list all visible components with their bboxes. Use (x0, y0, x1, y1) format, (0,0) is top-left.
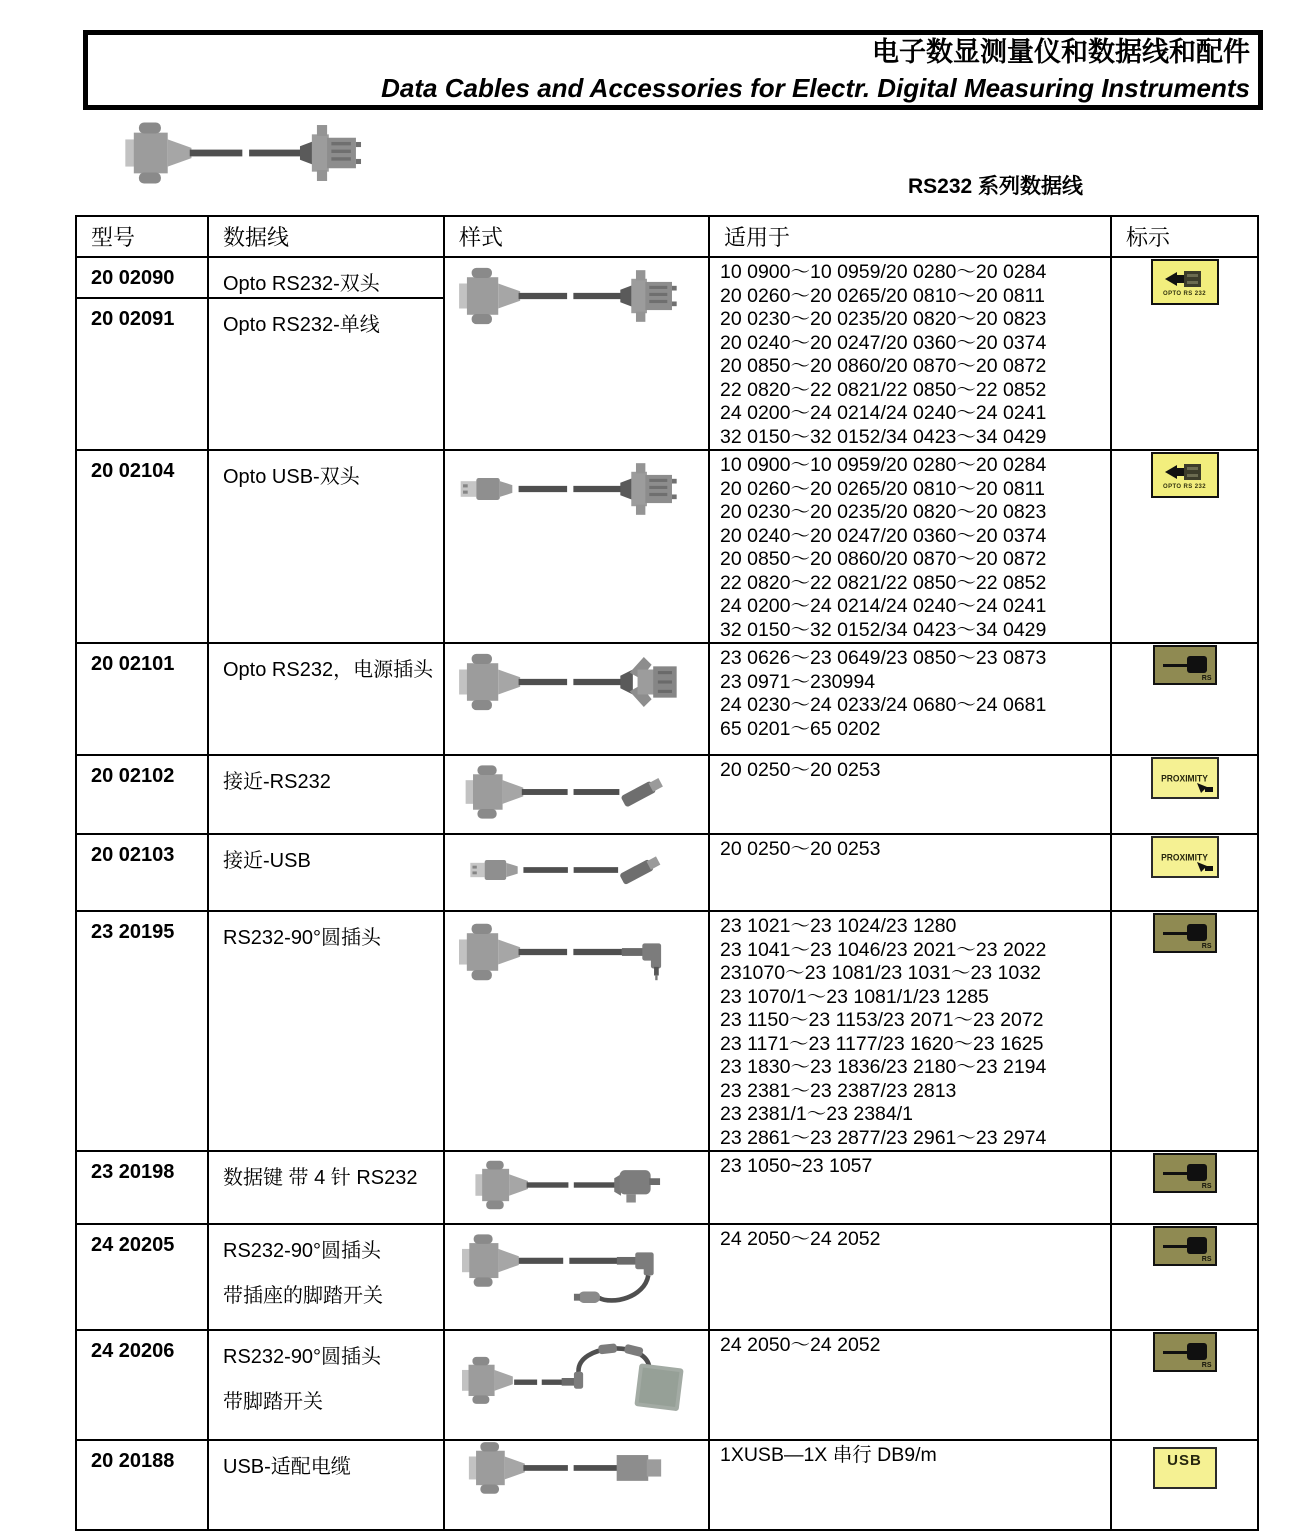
page-header (83, 30, 1263, 110)
style-cell (444, 1440, 709, 1530)
table-row-24-20205 (76, 1224, 1258, 1330)
style-cell (444, 1224, 709, 1330)
cable-rs232-90-icon (459, 914, 694, 990)
cable-proximity-usb-icon (464, 837, 689, 903)
model-cell: 23 20198 (76, 1151, 208, 1224)
model-cell: 20 02091 (76, 298, 208, 450)
proximity-badge-icon: PROXIMITY (1151, 836, 1219, 878)
applicable-cell: 23 1050~23 1057 (709, 1151, 1111, 1224)
cable-cell: USB-适配电缆 (208, 1440, 444, 1530)
cable-cell: 数据键 带 4 针 RS232 (208, 1151, 444, 1224)
cable-proximity-rs232-icon (464, 758, 689, 826)
opto-plug-glyph-icon (1163, 267, 1207, 291)
cable-cell: RS232-90°圆插头 带插座的脚踏开关 (208, 1224, 444, 1330)
opto-rs232-badge-icon: OPTO RS 232 (1151, 259, 1219, 305)
table-row-20-02090 (76, 257, 1258, 298)
model-cell: 20 20188 (76, 1440, 208, 1530)
opto-plug-glyph-icon (1163, 460, 1207, 484)
cable-cell: 接近-RS232 (208, 755, 444, 834)
table-row-20-02103 (76, 834, 1258, 911)
cable-cell: RS232-90°圆插头 带脚踏开关 (208, 1330, 444, 1440)
rs-badge-icon: RS (1153, 645, 1217, 685)
applicable-cell: 24 2050～24 2052 (709, 1224, 1111, 1330)
mark-cell (1111, 1440, 1258, 1530)
applicable-cell: 1XUSB—1X 串行 DB9/m (709, 1440, 1111, 1530)
model-cell: 24 20206 (76, 1330, 208, 1440)
opto-rs232-badge-icon: OPTO RS 232 (1151, 452, 1219, 498)
column-header-applicable: 适用于 (709, 216, 1111, 257)
cable-usb-adapter-icon (464, 1445, 689, 1511)
rs-badge-icon: RS (1153, 1153, 1217, 1193)
cable-cell: RS232-90°圆插头 (208, 911, 444, 1151)
table-row-23-20195 (76, 911, 1258, 1151)
style-cell (444, 911, 709, 1151)
style-cell (444, 1330, 709, 1440)
rs-badge-icon: RS (1153, 1332, 1217, 1372)
style-cell (444, 450, 709, 643)
applicable-cell: 23 1021～23 1024/23 1280 23 1041～23 1046/23 2021～23 2022 231070～23 1081/23 1031～23 1032 23 1070/1～23 1081/1/23 1285 23 1150～23 1153/23 2071～23 2072 23 1171～23 1177/23 1620～23 1625 23 1830～23 1836/23 2180～23 2194 23 2381～23 2387/23 2813 23 2381/1～23 2384/1 23 2861～23 2877/23 2961～23 2974 (709, 911, 1111, 1151)
cable-cell: Opto RS232-单线 (208, 298, 444, 450)
table-header-row (76, 216, 1258, 257)
cable-cell: Opto USB-双头 (208, 450, 444, 643)
mark-cell (1111, 1151, 1258, 1224)
mark-cell (1111, 834, 1258, 911)
style-cell (444, 755, 709, 834)
table-row-20-20188 (76, 1440, 1258, 1530)
style-cell (444, 643, 709, 755)
table-row-20-02101 (76, 643, 1258, 755)
table-row-24-20206 (76, 1330, 1258, 1440)
column-header-mark: 标示 (1111, 216, 1258, 257)
cable-data-key-icon (464, 1154, 689, 1216)
applicable-cell: 20 0250～20 0253 (709, 755, 1111, 834)
page-title-zh: 电子数显测量仪和数据线和配件 (872, 37, 1250, 67)
model-cell: 20 02090 (76, 257, 208, 298)
rs-badge-icon: RS (1153, 913, 1217, 953)
usb-badge-icon: USB (1153, 1447, 1217, 1489)
cable-cell: 接近-USB (208, 834, 444, 911)
applicable-cell: 10 0900～10 0959/20 0280～20 0284 20 0260～20 0265/20 0810～20 0811 20 0230～20 0235/20 0820～20 0823 20 0240～20 0247/20 0360～20 0374 20 0850～20 0860/20 0870～20 0872 22 0820～22 0821/22 0850～22 0852 24 0200～24 0214/24 0240～24 0241 32 0150～32 0152/34 0423～34 0429 (709, 450, 1111, 643)
rs-badge-icon: RS (1153, 1226, 1217, 1266)
mark-cell (1111, 755, 1258, 834)
cable-cell: Opto RS232，电源插头 (208, 643, 444, 755)
mark-cell (1111, 1224, 1258, 1330)
proximity-arrow-glyph-icon (1197, 781, 1213, 793)
cable-footswitch-socket-icon (462, 1227, 692, 1313)
model-cell: 24 20205 (76, 1224, 208, 1330)
cable-cell: Opto RS232-双头 (208, 257, 444, 298)
mark-cell (1111, 643, 1258, 755)
hero-cable-image-icon (85, 114, 420, 192)
applicable-cell: 10 0900～10 0959/20 0280～20 0284 20 0260～20 0265/20 0810～20 0811 20 0230～20 0235/20 0820～20 0823 20 0240～20 0247/20 0360～20 0374 20 0850～20 0860/20 0870～20 0872 22 0820～22 0821/22 0850～22 0852 24 0200～24 0214/24 0240～24 0241 32 0150～32 0152/34 0423～34 0429 (709, 257, 1111, 450)
cable-opto-rs232-icon (459, 260, 694, 332)
cable-power-plug-icon (459, 646, 694, 718)
cable-footswitch-icon (462, 1333, 692, 1423)
model-cell: 20 02102 (76, 755, 208, 834)
section-label: RS232 系列数据线 (908, 175, 1084, 198)
table-row-20-02102 (76, 755, 1258, 834)
proximity-arrow-glyph-icon (1197, 860, 1213, 872)
model-cell: 20 02101 (76, 643, 208, 755)
column-header-cable: 数据线 (208, 216, 444, 257)
applicable-cell: 20 0250～20 0253 (709, 834, 1111, 911)
proximity-badge-icon: PROXIMITY (1151, 757, 1219, 799)
model-cell: 20 02103 (76, 834, 208, 911)
column-header-style: 样式 (444, 216, 709, 257)
mark-cell (1111, 257, 1258, 450)
mark-cell (1111, 450, 1258, 643)
model-cell: 20 02104 (76, 450, 208, 643)
applicable-cell: 23 0626～23 0649/23 0850～23 0873 23 0971～230994 24 0230～24 0233/24 0680～24 0681 65 0201～65 0202 (709, 643, 1111, 755)
column-header-model: 型号 (76, 216, 208, 257)
style-cell (444, 834, 709, 911)
table-row-20-02104 (76, 450, 1258, 643)
applicable-cell: 24 2050～24 2052 (709, 1330, 1111, 1440)
page-title-en: Data Cables and Accessories for Electr. Digital Measuring Instruments (381, 73, 1250, 103)
cables-table (75, 215, 1259, 1531)
mark-cell (1111, 1330, 1258, 1440)
model-cell: 23 20195 (76, 911, 208, 1151)
cable-opto-usb-icon (459, 453, 694, 525)
mark-cell (1111, 911, 1258, 1151)
style-cell (444, 257, 709, 450)
style-cell (444, 1151, 709, 1224)
table-row-23-20198 (76, 1151, 1258, 1224)
